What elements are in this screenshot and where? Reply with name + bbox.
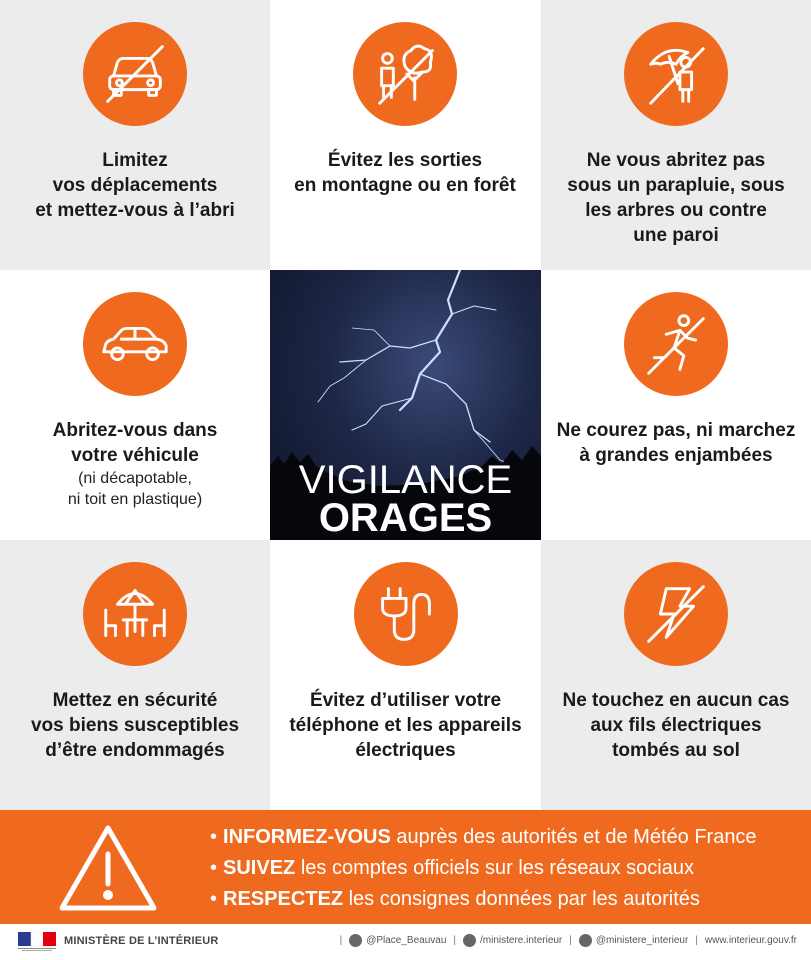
advice-text: Ne vous abritez pas sous un parapluie, sous les arbres ou contre une paroi: [567, 150, 785, 246]
ministry-name: MINISTÈRE DE L’INTÉRIEUR: [64, 935, 219, 947]
advice-text: Ne touchez en aucun cas aux fils électriques tombés au sol: [562, 690, 790, 761]
recommendation-item: • RESPECTEZ les consignes données par les autorités: [210, 888, 700, 910]
banner-title-orages: ORAGES: [318, 496, 493, 540]
advice-cell-avoid-phone: [270, 540, 541, 810]
warning-icon: [56, 822, 160, 914]
facebook-link[interactable]: /ministere.interieur: [480, 935, 563, 946]
recommendations-list: [210, 822, 757, 915]
instagram-icon: [579, 934, 592, 947]
no-forest-walk-icon: [353, 22, 457, 126]
patio-furniture-icon: [83, 562, 187, 666]
storm-image: [270, 270, 541, 540]
no-running-icon: [624, 292, 728, 396]
facebook-icon: [463, 934, 476, 947]
recommendations-banner: [0, 810, 811, 924]
advice-cell-secure-goods: [0, 540, 270, 810]
website-link[interactable]: www.interieur.gouv.fr: [704, 935, 797, 946]
twitter-icon: [349, 934, 362, 947]
advice-text: Évitez les sorties en montagne ou en forêt: [294, 150, 516, 196]
advice-text: Ne courez pas, ni marchez à grandes enjambées: [556, 420, 796, 466]
advice-subtext: (ni décapotable, ni toit en plastique): [67, 470, 203, 508]
recommendation-item: • SUIVEZ les comptes officiels sur les réseaux sociaux: [210, 857, 694, 879]
advice-cell-no-umbrella: [541, 0, 811, 270]
twitter-link[interactable]: @Place_Beauvau: [366, 935, 447, 946]
banner-title-vigilance: VIGILANCE: [298, 458, 513, 502]
social-links: | @Place_Beauvau | /ministere.interieur | @ministere_interieur | www.interieur.gouv.fr: [339, 935, 797, 946]
recommendation-item: • INFORMEZ-VOUS auprès des autorités et de Météo France: [210, 826, 757, 848]
advice-cell-no-running: [541, 270, 811, 540]
advice-cell-avoid-outings: [270, 0, 540, 270]
advice-text: Limitez vos déplacements et mettez-vous à l’abri: [35, 150, 235, 221]
advice-cell-limit-travel: [0, 0, 270, 270]
plug-icon: [354, 562, 458, 666]
advice-cell-no-wires: [541, 540, 811, 810]
car-icon: [83, 292, 187, 396]
instagram-link[interactable]: @ministere_interieur: [595, 935, 689, 946]
no-car-icon: [83, 22, 187, 126]
republique-francaise-logo: [18, 932, 56, 952]
no-electric-wire-icon: [624, 562, 728, 666]
advice-cell-shelter-vehicle: [0, 270, 270, 540]
advice-text: Mettez en sécurité vos biens susceptibles d’être endommagés: [30, 690, 240, 761]
advice-text: Abritez-vous dans votre véhicule: [52, 420, 218, 466]
advice-text: Évitez d’utiliser votre téléphone et les appareils électriques: [289, 690, 522, 761]
no-umbrella-icon: [624, 22, 728, 126]
footer: [0, 924, 811, 960]
